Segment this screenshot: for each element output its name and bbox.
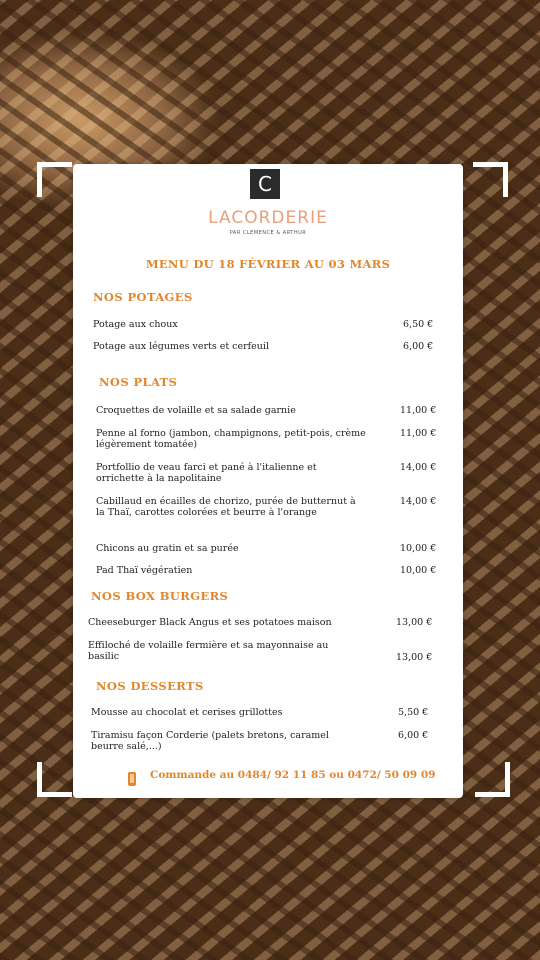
order-phone-line: Commande au 0484/ 92 11 85 ou 0472/ 50 09 09 xyxy=(150,769,436,781)
menu-item-name: Tiramisu façon Corderie (palets bretons, caramel beurre salé,...) xyxy=(91,730,329,752)
menu-item-name: Mousse au chocolat et cerises grillottes xyxy=(91,707,283,718)
menu-item-price: 5,50 € xyxy=(398,707,429,718)
menu-card xyxy=(73,164,463,798)
menu-item-price: 6,00 € xyxy=(398,730,429,741)
menu-item-price: 13,00 € xyxy=(396,617,433,628)
frame-corner-bottom-left xyxy=(37,762,72,797)
section-title-plats: NOS PLATS xyxy=(99,375,178,389)
menu-item-name: Portfollio de veau farci et pané à l'italienne et orrichette à la napolitaine xyxy=(96,462,317,484)
menu-title: MENU DU 18 FÉVRIER AU 03 MARS xyxy=(145,257,391,271)
phone-icon xyxy=(128,772,136,786)
logo-subtitle: PAR CLEMENCE & ARTHUR xyxy=(229,230,307,236)
menu-item-name: Chicons au gratin et sa purée xyxy=(96,543,239,554)
menu-item-name: Effiloché de volaille fermière et sa mayonnaise au basilic xyxy=(88,640,329,662)
menu-item-name: Potage aux choux xyxy=(93,319,178,330)
section-title-burgers: NOS BOX BURGERS xyxy=(91,589,229,603)
frame-corner-top-left xyxy=(37,162,72,197)
menu-item-price: 11,00 € xyxy=(400,405,437,416)
logo-icon: C xyxy=(250,169,280,199)
menu-item-price: 10,00 € xyxy=(400,565,437,576)
menu-item-price: 13,00 € xyxy=(396,652,433,663)
menu-item-name: Cabillaud en écailles de chorizo, purée de butternut à la Thaï, carottes colorées et beurre à l'orange xyxy=(96,496,356,518)
menu-item-price: 14,00 € xyxy=(400,496,437,507)
menu-item-price: 10,00 € xyxy=(400,543,437,554)
frame-corner-bottom-right xyxy=(475,762,510,797)
menu-item-price: 6,00 € xyxy=(403,341,434,352)
section-title-potages: NOS POTAGES xyxy=(93,290,193,304)
menu-item-price: 6,50 € xyxy=(403,319,434,330)
frame-corner-top-right xyxy=(473,162,508,197)
menu-item-name: Penne al forno (jambon, champignons, petit-pois, crème légèrement tomatée) xyxy=(96,428,366,450)
menu-item-price: 14,00 € xyxy=(400,462,437,473)
logo-wordmark: LACORDERIE xyxy=(208,208,328,228)
section-title-desserts: NOS DESSERTS xyxy=(96,679,204,693)
menu-item-price: 11,00 € xyxy=(400,428,437,439)
menu-item-name: Cheeseburger Black Angus et ses potatoes maison xyxy=(88,617,332,628)
menu-item-name: Potage aux légumes verts et cerfeuil xyxy=(93,341,269,352)
menu-item-name: Croquettes de volaille et sa salade garnie xyxy=(96,405,296,416)
menu-item-name: Pad Thaï végératien xyxy=(96,565,193,576)
